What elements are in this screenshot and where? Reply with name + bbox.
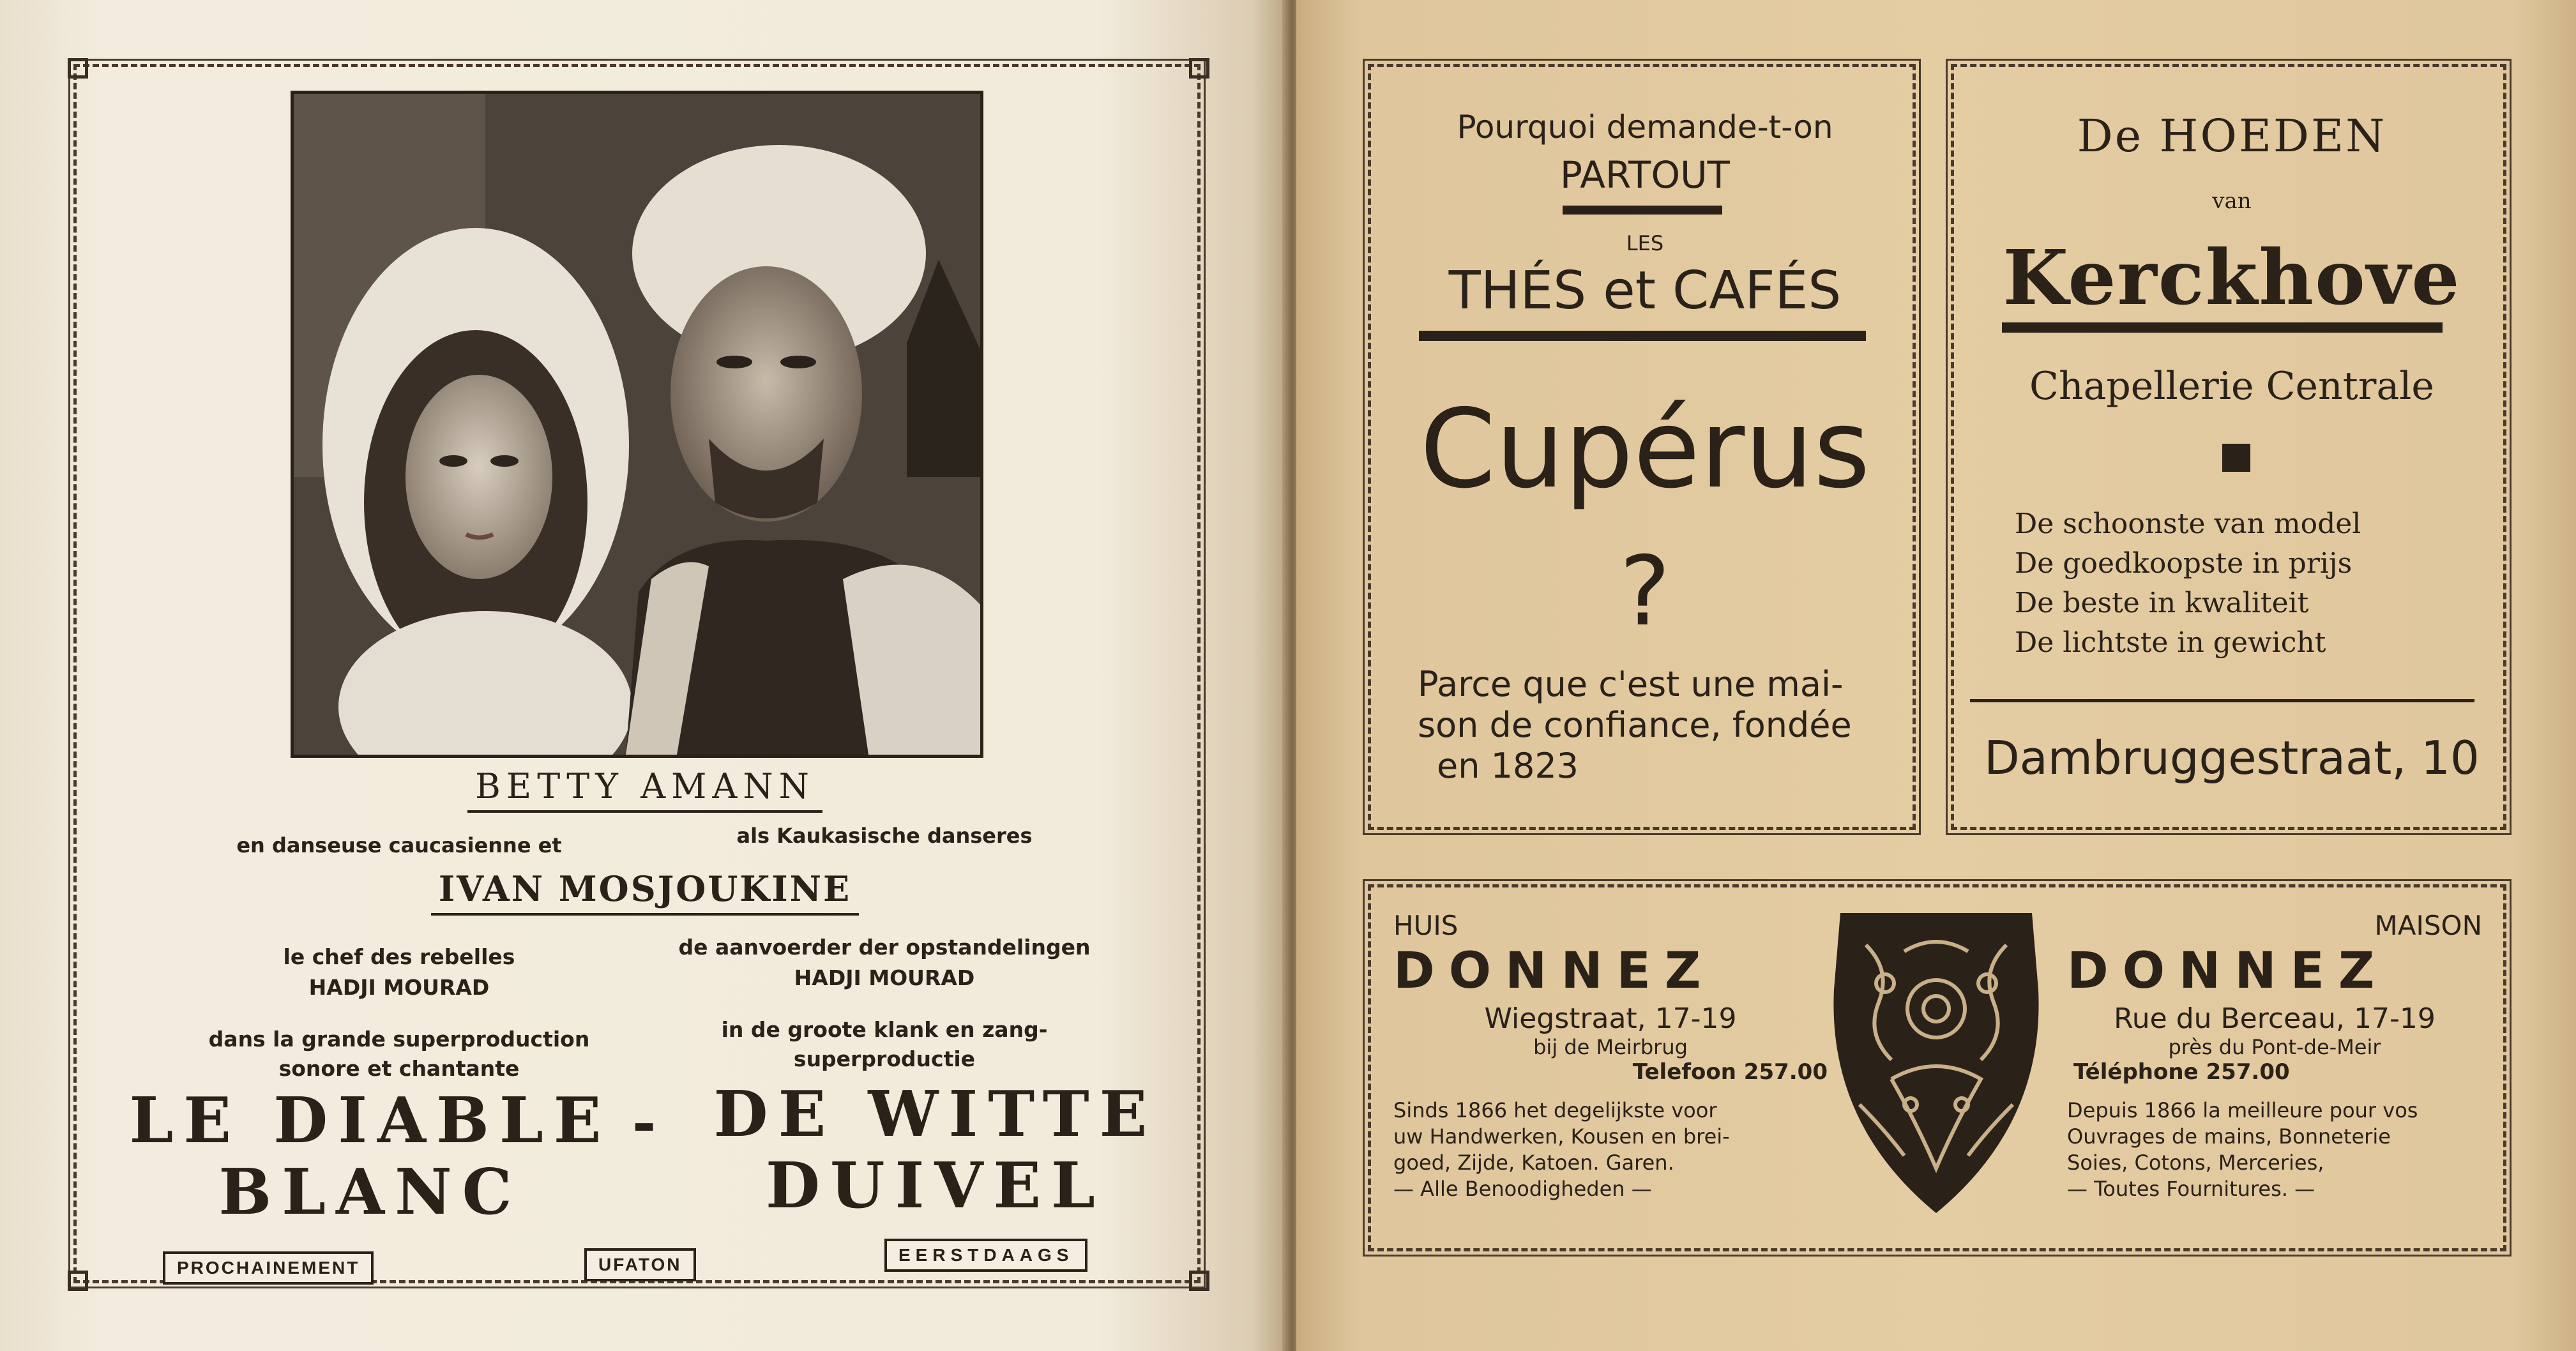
donnez-text-line: Soies, Cotons, Merceries, [2067, 1151, 2324, 1175]
donnez-name-right: DONNEZ [2067, 942, 2389, 1000]
production-nl [677, 1015, 1092, 1074]
border-corner-ornament [1189, 58, 1209, 79]
question-mark: ? [1619, 536, 1671, 647]
donnez-phone-left: Telefoon 257.00 [1632, 1059, 1828, 1085]
rule [2002, 322, 2443, 333]
production-nl-line1: in de groote klank en zang- [721, 1017, 1048, 1042]
huis-label: HUIS [1393, 910, 1458, 941]
donnez-near-left: bij de Meirbrug [1533, 1035, 1688, 1059]
hats-subtitle: Chapellerie Centrale [2029, 364, 2434, 409]
donnez-text-line: goed, Zijde, Katoen. Garen. [1393, 1151, 1674, 1175]
rule [1419, 331, 1866, 341]
film-title-nl-line1: DE WITTE [713, 1078, 1158, 1151]
role-fr: en danseuse caucasienne et [236, 833, 562, 857]
border-corner-ornament [68, 58, 88, 79]
hats-van: van [2212, 188, 2252, 214]
cuperus-thes-cafes: THÉS et CAFÉS [1448, 260, 1842, 321]
right-page [1296, 0, 2576, 1351]
title-dash: - [632, 1089, 656, 1156]
donnez-street-right: Rue du Berceau, 17-19 [2114, 1002, 2436, 1035]
hats-address: Dambruggestraat, 10 [1984, 731, 2480, 785]
ufaton-box: UFATON [584, 1248, 696, 1281]
cuperus-reason-line: en 1823 [1437, 746, 1579, 786]
donnez-name-left: DONNEZ [1393, 942, 1715, 1000]
border-corner-ornament [1189, 1271, 1209, 1291]
donnez-phone-right: Téléphone 257.00 [2073, 1059, 2290, 1085]
hats-brand: Kerckhove [2003, 233, 2461, 322]
rule [1563, 206, 1722, 215]
rule [1970, 699, 2474, 702]
cuperus-les: LES [1626, 231, 1664, 255]
character-fr-line: le chef des rebelles [283, 944, 515, 969]
cuperus-reason-line: son de confiance, fondée [1418, 705, 1852, 745]
film-title-nl-line2: DUIVEL [766, 1149, 1105, 1223]
hats-slogan: De lichtste in gewicht [2015, 626, 2326, 659]
cuperus-reason [1418, 664, 1877, 787]
production-nl-line2: superproductie [793, 1046, 976, 1071]
film-title-fr [121, 1085, 619, 1228]
donnez-text-line: Sinds 1866 het degelijkste voor [1393, 1098, 1717, 1122]
hats-ad [1951, 64, 2513, 836]
hats-title: De HOEDEN [2077, 110, 2387, 162]
cuperus-line1: Pourquoi demande-t-on [1457, 109, 1833, 146]
film-title-fr-line1: LE DIABLE [129, 1084, 612, 1158]
eerstdaags-box: EERSTDAAGS [884, 1239, 1087, 1272]
cuperus-reason-line: Parce que c'est une mai- [1418, 664, 1844, 704]
donnez-text-line: — Toutes Fournitures. — [2067, 1177, 2315, 1201]
production-fr [192, 1025, 607, 1083]
film-title-nl [683, 1079, 1188, 1222]
prochainement-box: PROCHAINEMENT [163, 1251, 374, 1285]
production-fr-line1: dans la grande superproduction [208, 1027, 590, 1052]
cuperus-ad [1368, 64, 1922, 836]
lace-illustration [1828, 913, 2045, 1219]
character-fr [192, 942, 607, 1003]
hats-slogan: De goedkoopste in prijs [2015, 547, 2352, 580]
hats-slogan: De schoonste van model [2015, 508, 2361, 540]
cuperus-brand: Cupérus [1420, 386, 1870, 513]
production-fr-line2: sonore et chantante [278, 1056, 520, 1081]
character-nl-name: HADJI MOURAD [794, 965, 975, 990]
donnez-street-left: Wiegstraat, 17-19 [1484, 1002, 1737, 1035]
cuperus-partout: PARTOUT [1560, 153, 1730, 197]
donnez-left [1393, 910, 1828, 1202]
donnez-text-right [2067, 1098, 2482, 1202]
donnez-ad [1368, 884, 2513, 1258]
co-star-name: IVAN MOSJOUKINE [431, 868, 859, 916]
film-title-fr-line2: BLANC [218, 1156, 522, 1229]
character-nl [677, 932, 1092, 993]
donnez-text-line: Depuis 1866 la meilleure pour vos [2067, 1098, 2418, 1122]
donnez-text-left [1393, 1098, 1828, 1202]
donnez-right [2067, 910, 2482, 1202]
border-corner-ornament [68, 1271, 88, 1291]
hats-slogans [2015, 504, 2462, 663]
donnez-text-line: uw Handwerken, Kousen en brei- [1393, 1124, 1730, 1149]
role-nl: als Kaukasische danseres [736, 824, 1033, 848]
hats-slogan: De beste in kwaliteit [2015, 587, 2309, 619]
character-fr-name: HADJI MOURAD [308, 975, 490, 1000]
donnez-text-line: Ouvrages de mains, Bonneterie [2067, 1124, 2391, 1149]
film-still-photo [291, 91, 983, 758]
donnez-text-line: — Alle Benoodigheden — [1393, 1177, 1652, 1201]
maison-label: MAISON [2374, 910, 2482, 941]
star-name: BETTY AMANN [467, 766, 822, 813]
character-nl-line: de aanvoerder der opstandelingen [678, 935, 1091, 960]
donnez-near-right: près du Pont-de-Meir [2168, 1035, 2381, 1059]
square-ornament [2222, 444, 2250, 472]
